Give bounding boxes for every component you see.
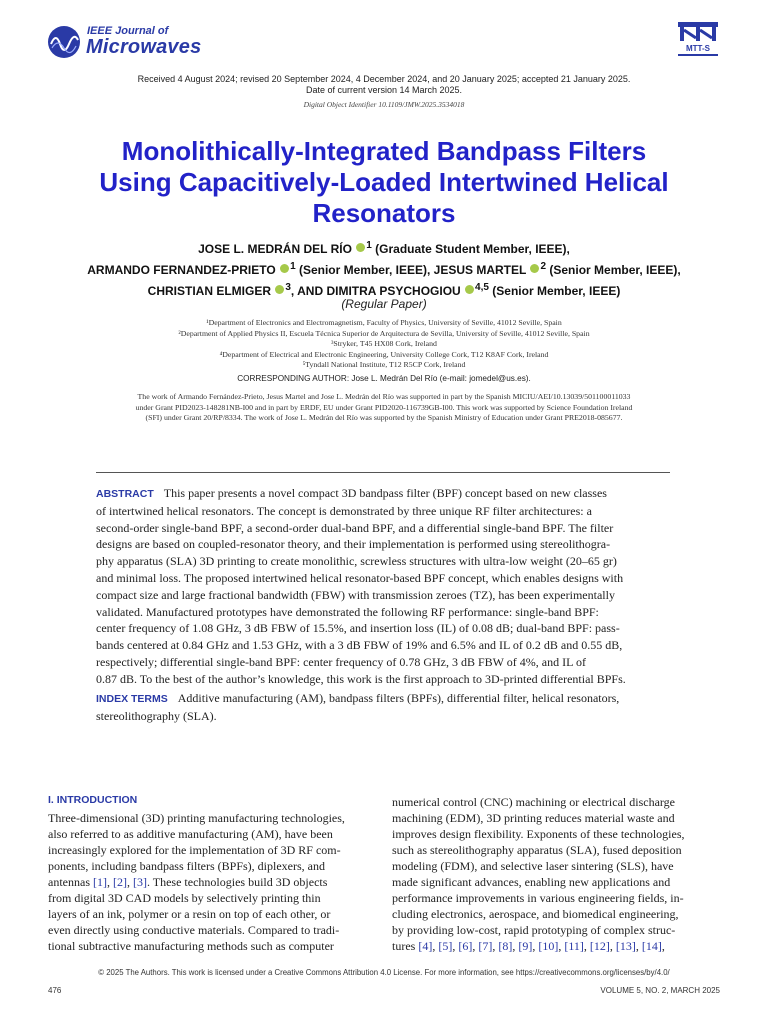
- orcid-icon[interactable]: [280, 264, 289, 273]
- body-line: improves design flexibility. Exponents of these technologies,: [392, 827, 685, 841]
- index-terms-line: Additive manufacturing (AM), bandpass filters (BPFs), differential filter, helical resonators,: [177, 691, 620, 705]
- citation-link[interactable]: [5]: [438, 939, 453, 953]
- body-line: such as stereolithography apparatus (SLA), fused deposition: [392, 843, 682, 857]
- paper-type: (Regular Paper): [341, 297, 427, 311]
- affiliation-line: ¹Department of Electronics and Electromagnetism, Faculty of Physics, University of Seville, 41012 Seville, Spain: [206, 318, 562, 327]
- abstract-line: phy apparatus (SLA) 3D printing to create monolithic, screwless structures with ultra-low weight (20–65 gr): [96, 554, 617, 569]
- affiliation-sup: 1: [366, 240, 372, 251]
- abstract-line: of intertwined helical resonators. The concept is demonstrated by three unique RF filter architectures: a: [96, 503, 592, 518]
- author-role: (Senior Member, IEEE),: [546, 263, 681, 277]
- author-name: CHRISTIAN ELMIGER: [147, 284, 272, 298]
- index-terms: [96, 690, 670, 725]
- abstract-line: designs are based on coupled-resonator theory, and their implementation is performed using stereolithogra-: [96, 537, 611, 552]
- funding-line: The work of Armando Fernández-Prieto, Jesus Martel and Jose L. Medrán del Río was supported in part by the Spanish MICIU/AEI/10.13039/501100011033: [137, 392, 631, 401]
- author-role: (Senior Member, IEEE), JESUS MARTEL: [295, 263, 527, 277]
- abstract-line: compact size and large fractional bandwidth (FBW) with transmission zeroes (TZ), has been experimentally: [96, 587, 615, 602]
- citation-link[interactable]: [14]: [641, 939, 662, 953]
- body-line: tional subtractive manufacturing methods such as computer: [48, 939, 334, 953]
- body-line: from digital 3D CAD models by selectively printing thin: [48, 891, 321, 905]
- abstract-line: bands centered at 0.84 GHz and 1.53 GHz, with a 3 dB FBW of 19% and 6.5% and IL of 0.2 dB and 0.55 dB,: [96, 638, 623, 653]
- author-role: (Graduate Student Member, IEEE),: [371, 242, 570, 256]
- mtt-s-logo-text: MTT-S: [686, 44, 710, 53]
- body-line: Three-dimensional (3D) printing manufacturing technologies,: [48, 811, 345, 825]
- orcid-icon[interactable]: [465, 285, 474, 294]
- body-line: performance improvements in various engineering fields, in-: [392, 891, 684, 905]
- affiliation-line: ⁵Tyndall National Institute, T12 R5CP Cork, Ireland: [302, 360, 466, 370]
- left-column-text: Three-dimensional (3D) printing manufacturing technologies, also referred to as additive manufacturing (AM), have been increasingly explored for the implementation of 3D RF com- ponents, including bandpass filters (BPFs), diplexers, and antennas [1], [2], [3]. These technologies build 3D objects from digital 3D CAD models by selectively printing thin layers of an ink, polymer or a resin on top of each other, or even directly using conductive materials. Compared to tradi- tional subtractive manufacturing methods such as computer: [48, 810, 376, 954]
- orcid-icon[interactable]: [356, 243, 365, 252]
- body-text: tures: [392, 939, 419, 953]
- citation-link[interactable]: [3]: [132, 875, 147, 889]
- funding-line: under Grant PID2023-148281NB-I00 and in part by ERDF, EU under Grant PID2020-116739GB-I00. This work was supported by Science Foundation Ireland: [135, 402, 633, 412]
- body-line: ponents, including bandpass filters (BPFs), diplexers, and: [48, 859, 325, 873]
- citation-link[interactable]: [7]: [478, 939, 493, 953]
- funding-line: (SFI) under Grant 20/RP/8334. The work of Jose L. Medrán del Río was supported by the Spanish Ministry of Education under Grant PRE2018-085677.: [145, 413, 623, 423]
- doi-line: Digital Object Identifier 10.1109/JMW.2025.3534018: [303, 100, 465, 109]
- abstract-label: ABSTRACT: [96, 488, 154, 500]
- affiliation-line: ²Department of Applied Physics II, Escuela Técnica Superior de Arquitectura de Sevilla, University of Seville, 41012 Seville, Spain: [178, 328, 590, 338]
- body-line: also referred to as additive manufacturing (AM), have been: [48, 827, 333, 841]
- abstract: [96, 485, 670, 688]
- body-text: . These technologies build 3D objects: [146, 875, 328, 889]
- citation-link[interactable]: [12]: [589, 939, 610, 953]
- right-column-text: numerical control (CNC) machining or electrical discharge machining (EDM), 3D printing reduces material waste and improves design flexibility. Exponents of these technologies, such as stereolithography apparatus (SLA), fused deposition modeling (FDM), and selective laser sintering (SLS), have made significant advances, enabling new applications and performance improvements in various engineering fields, in- cluding electronics, aerospace, and biomedical engineering, by providing low-cost, rapid prototyping of complex struc- tures [4], [5], [6], [7], [8], [9], [10], [11], [12], [13], [14],: [392, 794, 720, 954]
- affiliation-line: ⁴Department of Electrical and Electronic Engineering, University College Cork, T12 K8AF Cork, Ireland: [219, 349, 549, 359]
- abstract-line: and minimal loss. The proposed intertwined helical resonator-based BPF concept, which enables designs with: [96, 570, 624, 585]
- page-number: 476: [48, 986, 62, 995]
- affiliation-sup: 1: [290, 261, 296, 272]
- affiliation-line: ³Stryker, T45 HX08 Cork, Ireland: [331, 339, 437, 349]
- mtt-s-society-logo: [666, 18, 730, 62]
- citation-link[interactable]: [9]: [518, 939, 533, 953]
- author-list: [20, 237, 748, 300]
- body-line: cluding electronics, aerospace, and biomedical engineering,: [392, 907, 679, 921]
- affiliations: [0, 318, 768, 371]
- affiliation-sup: 3: [285, 282, 291, 293]
- abstract-line: respectively; differential single-band BPF: center frequency of 0.78 GHz, 3 dB FBW of 4%, and IL of: [96, 654, 586, 669]
- body-line: machining (EDM), 3D printing reduces material waste and: [392, 811, 675, 825]
- orcid-icon[interactable]: [530, 264, 539, 273]
- author-role: , AND DIMITRA PSYCHOGIOU: [290, 284, 461, 298]
- affiliation-sup: 4,5: [475, 282, 489, 293]
- citation-link[interactable]: [4]: [418, 939, 433, 953]
- citation-link[interactable]: [8]: [498, 939, 513, 953]
- citation-link[interactable]: [2]: [112, 875, 127, 889]
- abstract-line: validated. Manufactured prototypes have demonstrated the following RF performance: single-band BPF:: [96, 604, 599, 619]
- citation-link[interactable]: [10]: [538, 939, 559, 953]
- volume-info: VOLUME 5, NO. 2, MARCH 2025: [600, 986, 720, 995]
- abstract-line: This paper presents a novel compact 3D bandpass filter (BPF) concept based on new classes: [163, 486, 607, 500]
- section-divider: [96, 472, 670, 473]
- citation-link[interactable]: [13]: [615, 939, 636, 953]
- orcid-icon[interactable]: [275, 285, 284, 294]
- received-dates: Received 4 August 2024; revised 20 September 2024, 4 December 2024, and 20 January 2025; accepted 21 January 2025.: [137, 74, 631, 84]
- journal-globe-logo: [46, 24, 82, 60]
- funding-statement: [90, 392, 678, 424]
- title-line: Monolithically-Integrated Bandpass Filters: [121, 136, 647, 166]
- author-role: (Senior Member, IEEE): [488, 284, 621, 298]
- license-notice: © 2025 The Authors. This work is licensed under a Creative Commons Attribution 4.0 License. For more information, see https://creativecommons.org/licenses/by/4.0/: [98, 968, 670, 977]
- journal-name-small: IEEE Journal of: [87, 25, 169, 37]
- abstract-line: center frequency of 1.08 GHz, 3 dB FBW of 15.5%, and insertion loss (IL) of 0.08 dB; dual-band BPF: pass-: [96, 621, 620, 636]
- index-terms-label: INDEX TERMS: [96, 693, 168, 705]
- abstract-line: 0.87 dB. To the best of the author’s knowledge, this work is the first approach to 3D-printed differential BPFs.: [96, 671, 626, 686]
- body-line: numerical control (CNC) machining or electrical discharge: [392, 795, 676, 809]
- current-version-date: Date of current version 14 March 2025.: [305, 85, 463, 95]
- body-text: antennas: [48, 875, 93, 889]
- body-line: made significant advances, enabling new applications and: [392, 875, 671, 889]
- journal-name: Microwaves: [86, 36, 202, 58]
- citation-link[interactable]: [11]: [564, 939, 584, 953]
- abstract-line: second-order single-band BPF, a second-order dual-band BPF, and a differential single-band BPF. The filter: [96, 520, 614, 535]
- body-line: modeling (FDM), and selective laser sintering (SLS), have: [392, 859, 674, 873]
- affiliation-sup: 2: [540, 261, 547, 272]
- citation-link[interactable]: [1]: [92, 875, 107, 889]
- section-heading-introduction: I. INTRODUCTION: [48, 794, 138, 806]
- index-terms-line: stereolithography (SLA).: [96, 708, 217, 723]
- title-line: Using Capacitively-Loaded Intertwined Helical: [99, 167, 669, 197]
- body-line: even directly using conductive materials. Compared to tradi-: [48, 923, 340, 937]
- corresponding-author: CORRESPONDING AUTHOR: Jose L. Medrán Del Río (e-mail: jomedel@us.es).: [237, 374, 531, 383]
- body-line: by providing low-cost, rapid prototyping of complex struc-: [392, 923, 676, 937]
- author-name: JOSE L. MEDRÁN DEL RÍO: [198, 242, 352, 256]
- paper-title: [40, 136, 728, 229]
- body-line: increasingly explored for the implementation of 3D RF com-: [48, 843, 341, 857]
- citation-link[interactable]: [6]: [458, 939, 473, 953]
- body-line: layers of an ink, polymer or a resin on top of each other, or: [48, 907, 331, 921]
- author-name: ARMANDO FERNANDEZ-PRIETO: [87, 263, 276, 277]
- title-line: Resonators: [312, 198, 456, 228]
